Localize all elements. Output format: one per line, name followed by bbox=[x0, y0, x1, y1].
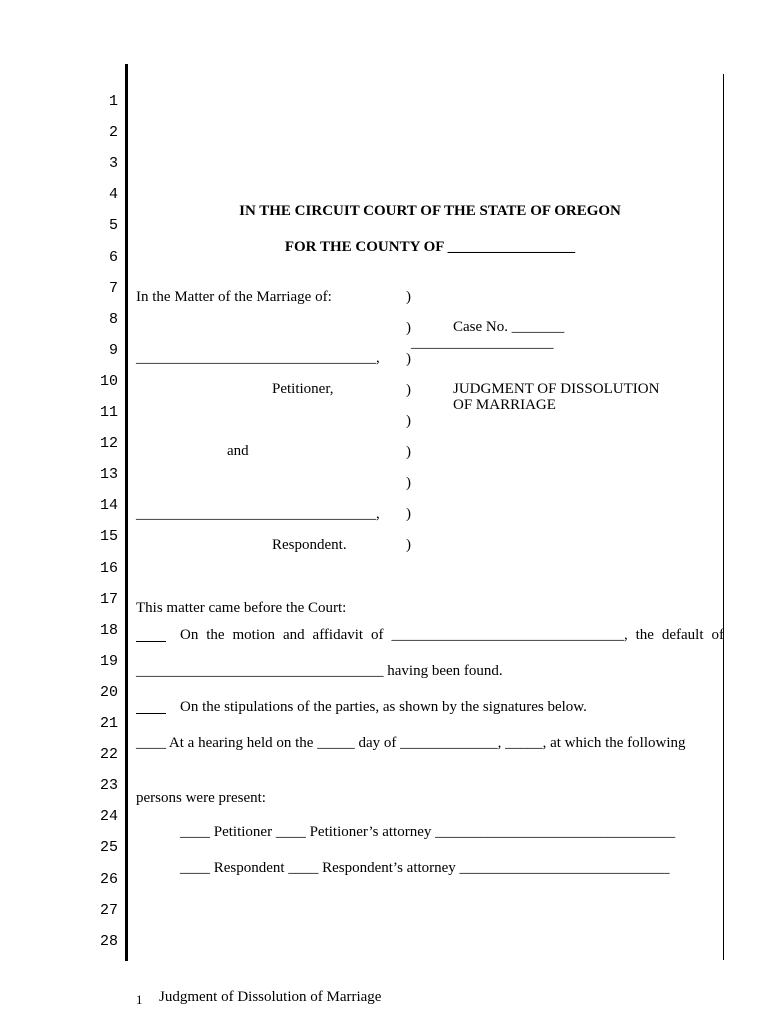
respondent-label: Respondent. bbox=[272, 537, 347, 553]
left-margin-rule bbox=[125, 64, 128, 961]
line-number: 17 bbox=[99, 590, 118, 608]
line-number: 20 bbox=[99, 683, 118, 701]
caption-paren: ) bbox=[406, 475, 411, 491]
judgment-title-line2: OF MARRIAGE bbox=[453, 397, 556, 413]
caption-paren: ) bbox=[406, 506, 411, 522]
default-option-word: default bbox=[661, 627, 704, 643]
stipulation-option-text: On the stipulations of the parties, as shown by the signatures below. bbox=[180, 699, 587, 715]
line-number: 3 bbox=[108, 155, 118, 173]
line-number: 22 bbox=[99, 746, 118, 764]
line-number: 27 bbox=[99, 901, 118, 919]
line-number: 5 bbox=[108, 217, 118, 235]
line-number: 18 bbox=[99, 621, 118, 639]
caption-paren: ) bbox=[406, 351, 411, 367]
default-option-word: the bbox=[635, 627, 654, 643]
line-number: 2 bbox=[108, 124, 118, 142]
default-option-word: motion bbox=[232, 627, 276, 643]
default-option-word: _______________________________, bbox=[391, 627, 628, 643]
line-number: 11 bbox=[99, 404, 118, 421]
default-option-word: of bbox=[711, 627, 724, 643]
default-option-word: the bbox=[206, 627, 225, 643]
petitioner-name-blank: ________________________________, bbox=[136, 350, 380, 366]
footer-title: Judgment of Dissolution of Marriage bbox=[159, 989, 382, 1005]
caption-paren: ) bbox=[406, 413, 411, 429]
caption-paren: ) bbox=[406, 537, 411, 553]
line-number: 14 bbox=[99, 497, 118, 515]
line-number: 15 bbox=[99, 528, 118, 546]
court-title: IN THE CIRCUIT COURT OF THE STATE OF OREGON bbox=[239, 203, 621, 219]
judgment-title-line1: JUDGMENT OF DISSOLUTION bbox=[453, 381, 660, 397]
hearing-option-text: ____ At a hearing held on the _____ day of _____________, _____, at which the following bbox=[136, 735, 686, 751]
line-number: 24 bbox=[99, 808, 118, 826]
line-number: 4 bbox=[108, 186, 118, 204]
line-number: 26 bbox=[99, 870, 118, 888]
caption-paren: ) bbox=[406, 289, 411, 305]
line-number: 23 bbox=[99, 777, 118, 795]
line-number: 16 bbox=[99, 559, 118, 577]
default-option-word: affidavit bbox=[312, 627, 364, 643]
line-number: 13 bbox=[99, 466, 118, 484]
line-number: 25 bbox=[99, 839, 118, 857]
footer-page-number: 1 bbox=[136, 992, 143, 1007]
petitioner-label: Petitioner, bbox=[272, 381, 334, 397]
case-number-line: ___________________ bbox=[411, 335, 554, 351]
caption-paren: ) bbox=[406, 444, 411, 460]
respondent-name-blank: ________________________________, bbox=[136, 506, 380, 522]
line-number: 19 bbox=[99, 652, 118, 670]
intro-text: This matter came before the Court: bbox=[136, 600, 347, 616]
default-option-word: and bbox=[282, 627, 305, 643]
checkbox-default-option[interactable] bbox=[136, 641, 166, 642]
line-number: 7 bbox=[108, 279, 118, 297]
line-number: 12 bbox=[99, 435, 118, 453]
line-number: 9 bbox=[108, 341, 118, 359]
default-option-continued: _________________________________ having been found. bbox=[136, 663, 503, 679]
default-option-word: of bbox=[371, 627, 384, 643]
default-option-word: On bbox=[180, 627, 199, 643]
line-number: 28 bbox=[99, 932, 118, 950]
checkbox-stipulation-option[interactable] bbox=[136, 713, 166, 714]
present-respondent-line: ____ Respondent ____ Respondent’s attorney ____________________________ bbox=[180, 860, 670, 876]
matter-of-label: In the Matter of the Marriage of: bbox=[136, 289, 332, 305]
line-number: 21 bbox=[99, 715, 118, 732]
line-number: 1 bbox=[108, 93, 118, 110]
case-number-field[interactable]: Case No. _______ bbox=[453, 319, 565, 335]
line-number: 10 bbox=[99, 372, 118, 390]
present-petitioner-line: ____ Petitioner ____ Petitioner’s attorney ________________________________ bbox=[180, 824, 676, 840]
default-option-text bbox=[180, 628, 724, 643]
line-number: 6 bbox=[108, 248, 118, 266]
caption-paren: ) bbox=[406, 320, 411, 336]
caption-paren: ) bbox=[406, 382, 411, 398]
county-line: FOR THE COUNTY OF _________________ bbox=[284, 239, 576, 255]
and-label: and bbox=[227, 443, 249, 459]
line-number: 8 bbox=[108, 310, 118, 328]
hearing-option-continued: persons were present: bbox=[136, 790, 266, 806]
